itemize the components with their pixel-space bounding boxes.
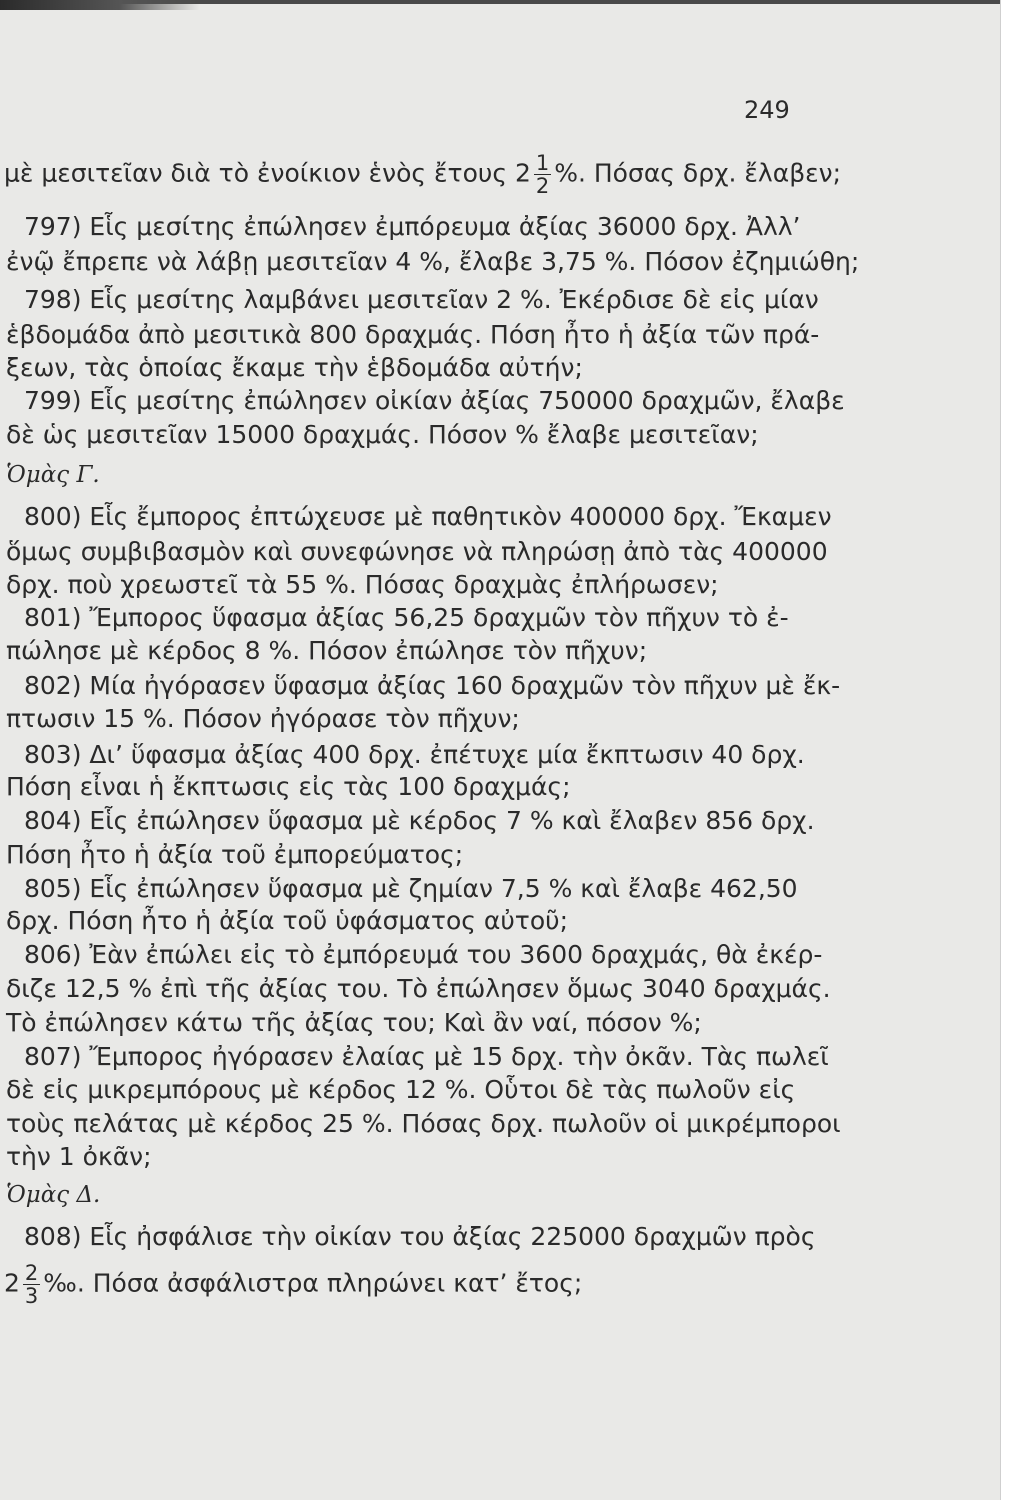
- text-line-14: πώλησε μὲ κέρδος 8 %. Πόσον ἐπώλησε τὸν πῆχυν;: [6, 636, 648, 665]
- problem-808: 808) Εἷς ἠσφάλισε τὴν οἰκίαν του ἀξίας 225000 δραχμῶν πρὸς: [24, 1222, 816, 1251]
- problem-799: 799) Εἷς μεσίτης ἐπώλησεν οἰκίαν ἀξίας 750000 δραχμῶν, ἔλαβε: [24, 386, 845, 415]
- text-line-11: ὅμως συμβιβασμὸν καὶ συνεφώνησε νὰ πληρώσῃ ἀπὸ τὰς 400000: [6, 537, 828, 566]
- problem-802: 802) Μία ἠγόρασεν ὕφασμα ἀξίας 160 δραχμῶν τὸν πῆχυν μὲ ἔκ-: [24, 671, 841, 700]
- text-line-32: 2 $\frac{2}{3}$ ‰. Πόσα ἀσφάλιστρα πληρώνει κατ’ ἔτος;: [4, 1261, 583, 1308]
- text-line-25: Τὸ ἐπώλησεν κάτω τῆς ἀξίας του; Καὶ ἂν ναί, πόσον %;: [6, 1008, 702, 1037]
- text-line-22: δρχ. Πόση ἦτο ἡ ἀξία τοῦ ὑφάσματος αὐτοῦ;: [6, 906, 569, 935]
- problem-803: 803) Δι’ ὕφασμα ἀξίας 400 δρχ. ἐπέτυχε μία ἔκπτωσιν 40 δρχ.: [24, 740, 805, 769]
- text-line-3: ἐνῷ ἔπρεπε νὰ λάβῃ μεσιτεῖαν 4 %, ἔλαβε 3,75 %. Πόσον ἐζημιώθη;: [6, 247, 860, 276]
- text-line-24: διζε 12,5 % ἐπὶ τῆς ἀξίας του. Τὸ ἐπώλησεν ὅμως 3040 δραχμάς.: [6, 974, 831, 1003]
- text-line-29: τὴν 1 ὀκᾶν;: [6, 1142, 152, 1171]
- scan-corner-shadow: [0, 0, 200, 10]
- scan-right-margin: [1000, 0, 1023, 1500]
- text-line-12: δρχ. ποὺ χρεωστεῖ τὰ 55 %. Πόσας δραχμὰς ἐπλήρωσεν;: [6, 570, 719, 599]
- text-line-6: ξεων, τὰς ὁποίας ἔκαμε τὴν ἑβδομάδα αὐτήν;: [6, 353, 583, 382]
- problem-801: 801) Ἔμπορος ὕφασμα ἀξίας 56,25 δραχμῶν τὸν πῆχυν τὸ ἐ-: [24, 603, 789, 632]
- text-line-20: Πόση ἦτο ἡ ἀξία τοῦ ἐμπορεύματος;: [6, 840, 464, 869]
- group-heading-delta: Ὁμὰς Δ.: [6, 1182, 101, 1208]
- text-line-5: ἑβδομάδα ἀπὸ μεσιτικὰ 800 δραχμάς. Πόση ἦτο ἡ ἀξία τῶν πρά-: [6, 320, 820, 349]
- text-line-28: τοὺς πελάτας μὲ κέρδος 25 %. Πόσας δρχ. πωλοῦν οἱ μικρέμποροι: [6, 1109, 841, 1138]
- text-line-8: δὲ ὡς μεσιτεῖαν 15000 δραχμάς. Πόσον % ἔλαβε μεσιτεῖαν;: [6, 420, 759, 449]
- text-line-18: Πόση εἶναι ἡ ἔκπτωσις εἰς τὰς 100 δραχμάς;: [6, 772, 571, 801]
- fraction-one-half: $\frac{1}{2}$: [535, 151, 550, 198]
- problem-798: 798) Εἷς μεσίτης λαμβάνει μεσιτεῖαν 2 %. Ἐκέρδισε δὲ εἰς μίαν: [24, 285, 819, 314]
- problem-804: 804) Εἷς ἐπώλησεν ὕφασμα μὲ κέρδος 7 % καὶ ἔλαβεν 856 δρχ.: [24, 806, 815, 835]
- problem-807: 807) Ἔμπορος ἠγόρασεν ἐλαίας μὲ 15 δρχ. τὴν ὀκᾶν. Τὰς πωλεῖ: [24, 1042, 829, 1071]
- fraction-two-thirds: $\frac{2}{3}$: [24, 1261, 39, 1308]
- page-number: 249: [744, 96, 790, 124]
- problem-797: 797) Εἷς μεσίτης ἐπώλησεν ἐμπόρευμα ἀξίας 36000 δρχ. Ἀλλ’: [24, 212, 801, 241]
- text-line-1: μὲ μεσιτεῖαν διὰ τὸ ἐνοίκιον ἑνὸς ἔτους 2 $\frac{1}{2}$ %. Πόσας δρχ. ἔλαβεν;: [4, 151, 842, 198]
- problem-800: 800) Εἷς ἔμπορος ἐπτώχευσε μὲ παθητικὸν 400000 δρχ. Ἔκαμεν: [24, 502, 832, 531]
- text-line-16: πτωσιν 15 %. Πόσον ἠγόρασε τὸν πῆχυν;: [6, 704, 520, 733]
- text-line-27: δὲ εἰς μικρεμπόρους μὲ κέρδος 12 %. Οὗτοι δὲ τὰς πωλοῦν εἰς: [6, 1075, 796, 1104]
- problem-806: 806) Ἐὰν ἐπώλει εἰς τὸ ἐμπόρευμά του 3600 δραχμάς, θὰ ἐκέρ-: [24, 940, 823, 969]
- problem-805: 805) Εἷς ἐπώλησεν ὕφασμα μὲ ζημίαν 7,5 % καὶ ἔλαβε 462,50: [24, 874, 798, 903]
- group-heading-gamma: Ὁμὰς Γ.: [6, 462, 100, 488]
